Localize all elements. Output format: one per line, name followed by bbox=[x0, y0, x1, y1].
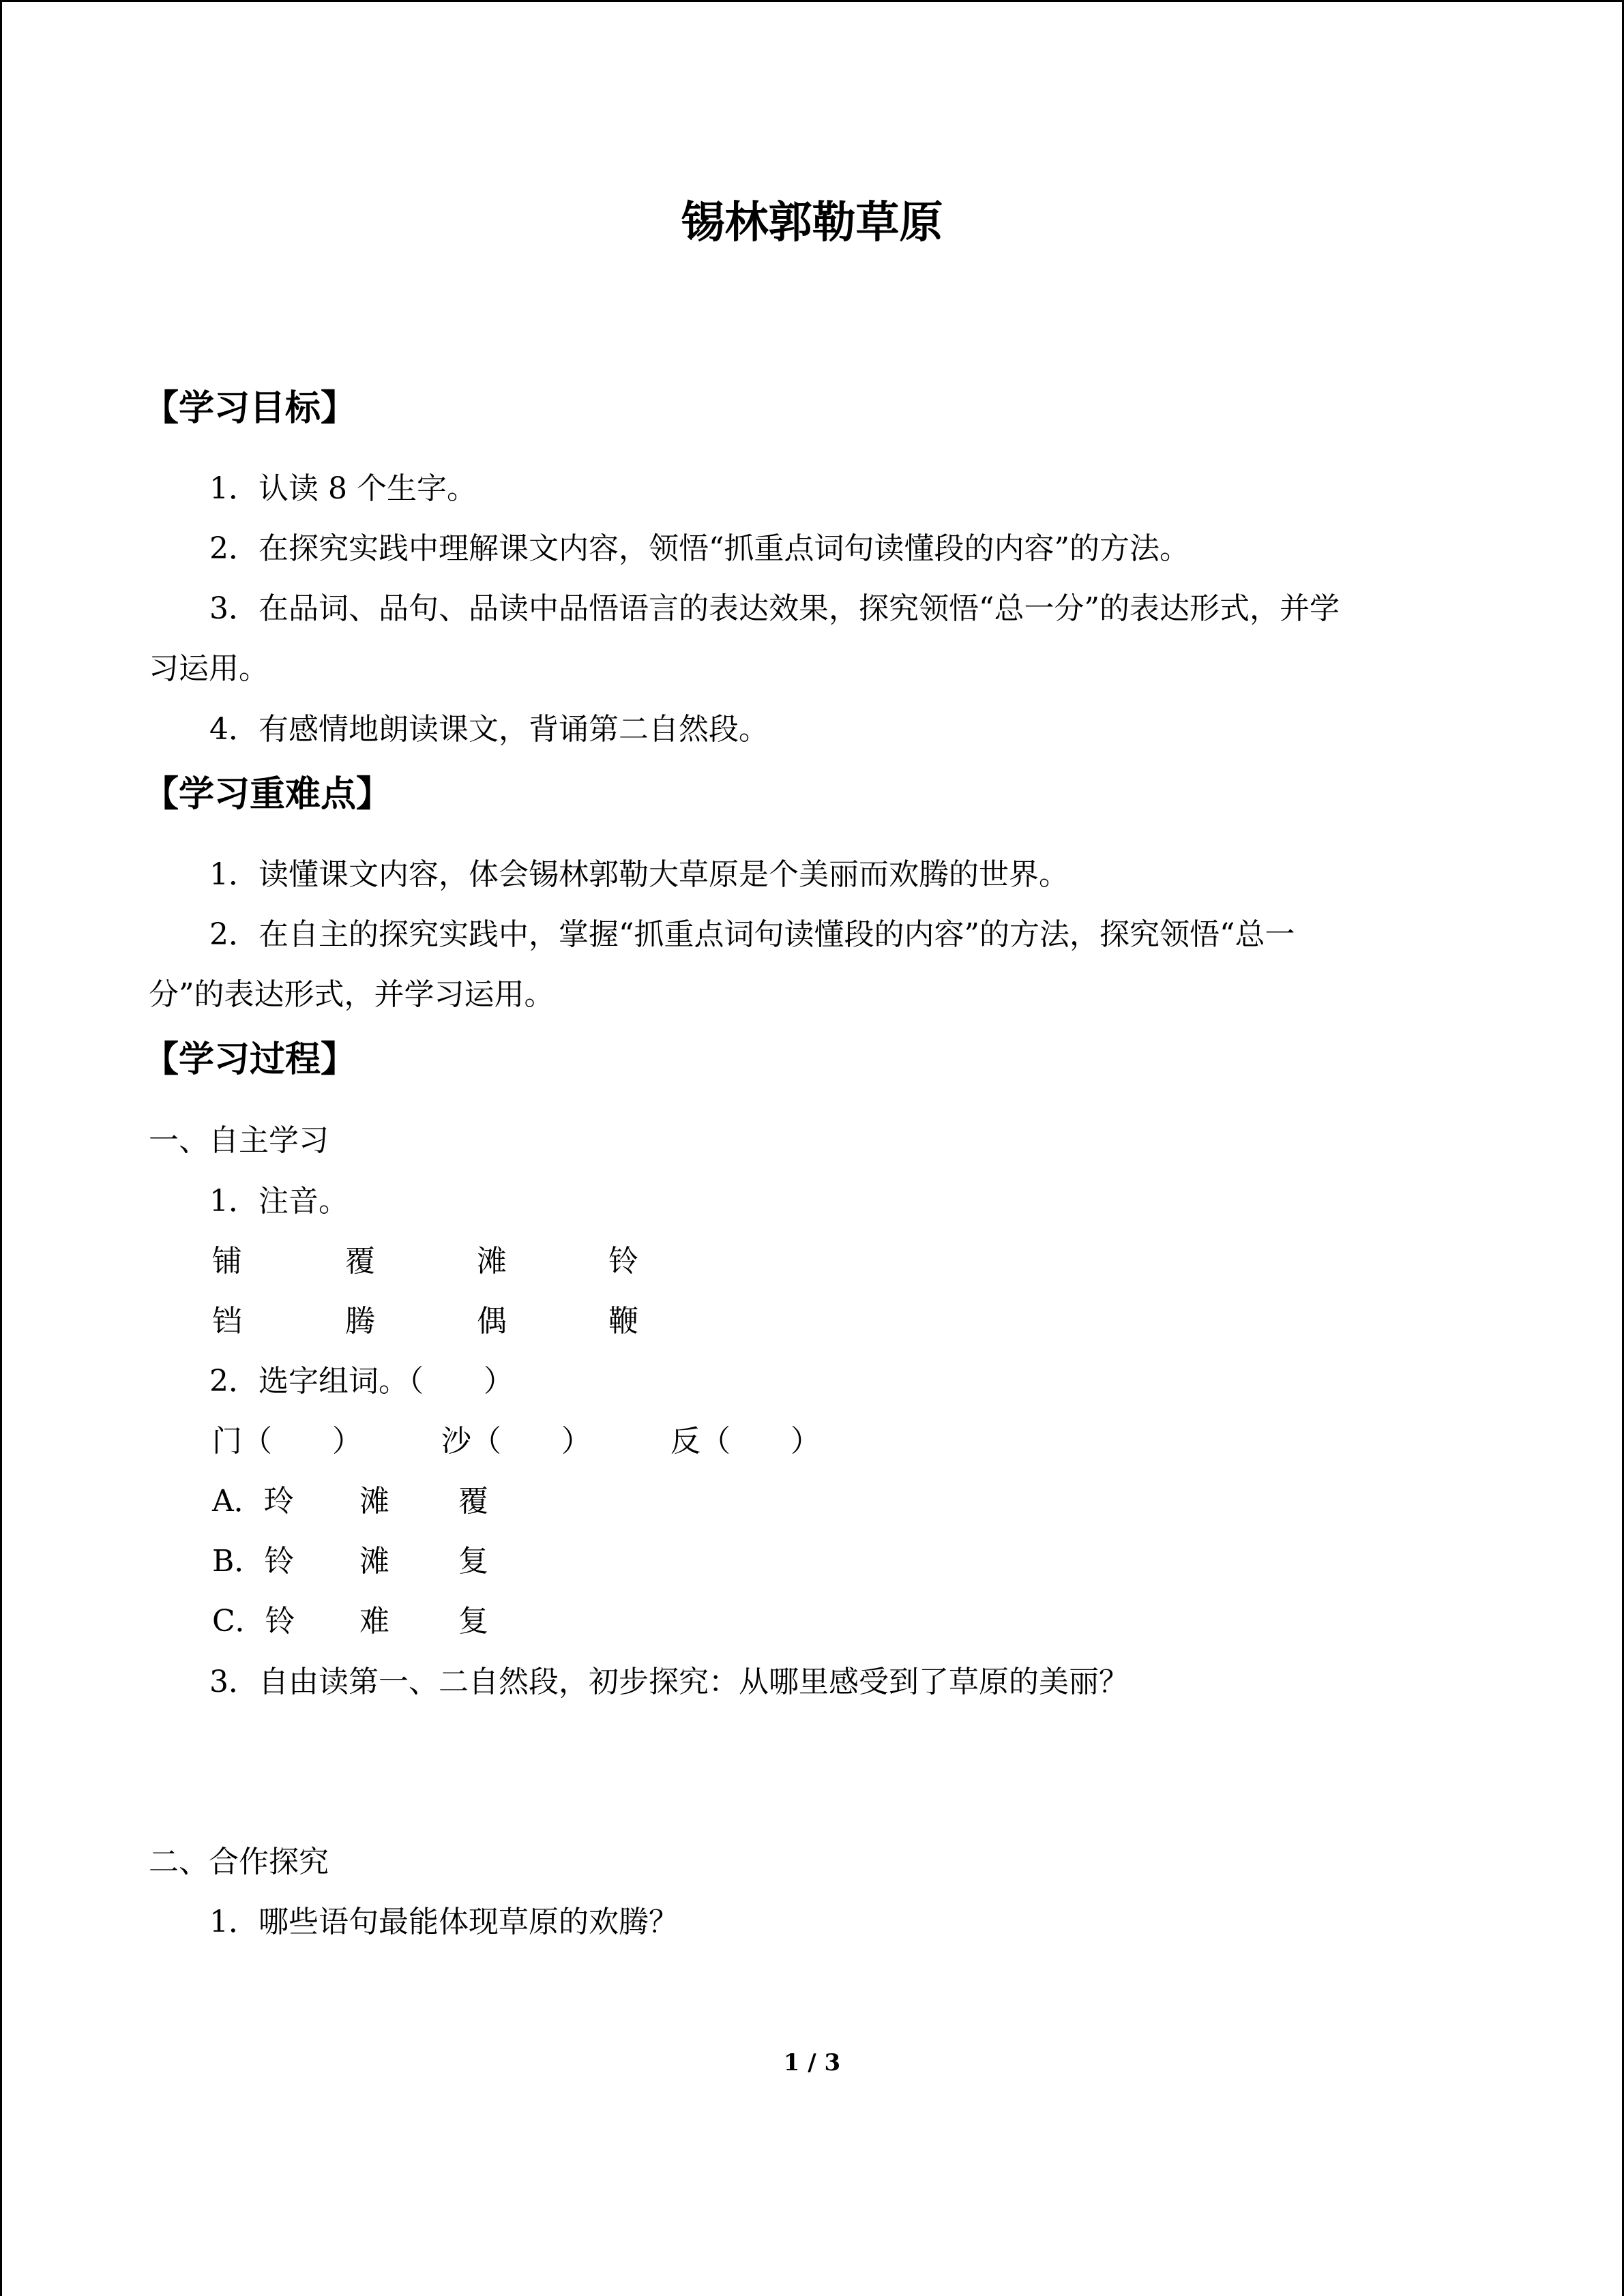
question-3: 3．自由读第一、二自然段，初步探究：从哪里感受到了草原的美丽？ bbox=[209, 1665, 1129, 1699]
page-left-border bbox=[0, 0, 2, 2296]
key-point-1: 1．读懂课文内容，体会锡林郭勒大草原是个美丽而欢腾的世界。 bbox=[209, 857, 1069, 892]
question-4: 1．哪些语句最能体现草原的欢腾？ bbox=[209, 1905, 679, 1939]
word-blank: 反（ ） bbox=[670, 1424, 821, 1459]
option-b-char-3: 复 bbox=[458, 1544, 488, 1579]
pinyin-char: 滩 bbox=[477, 1244, 507, 1279]
part2-title: 二、合作探究 bbox=[149, 1845, 329, 1879]
pinyin-char: 鞭 bbox=[608, 1304, 638, 1339]
heading-key-points: 【学习重难点】 bbox=[143, 774, 392, 815]
word-blank: 沙（ ） bbox=[441, 1424, 591, 1459]
pinyin-char: 偶 bbox=[477, 1304, 507, 1339]
option-a-char-2: 滩 bbox=[359, 1484, 389, 1519]
key-point-2-continued: 分”的表达形式，并学习运用。 bbox=[149, 977, 555, 1012]
pinyin-char: 铃 bbox=[608, 1244, 638, 1279]
heading-learning-goals: 【学习目标】 bbox=[143, 388, 357, 429]
goal-item-2: 2．在探究实践中理解课文内容，领悟“抓重点词句读懂段的内容”的方法。 bbox=[209, 531, 1190, 566]
key-point-2: 2．在自主的探究实践中，掌握“抓重点词句读懂段的内容”的方法，探究领悟“总一 bbox=[209, 917, 1295, 952]
option-b-char-1: B．铃 bbox=[212, 1544, 295, 1579]
question-2: 2．选字组词。（ ） bbox=[209, 1364, 514, 1399]
goal-item-4: 4．有感情地朗读课文，背诵第二自然段。 bbox=[209, 712, 769, 747]
option-a-char-3: 覆 bbox=[458, 1484, 488, 1519]
part1-title: 一、自主学习 bbox=[149, 1123, 329, 1158]
option-b-char-2: 滩 bbox=[359, 1544, 389, 1579]
pinyin-char: 铛 bbox=[212, 1304, 242, 1339]
goal-item-3-continued: 习运用。 bbox=[149, 651, 269, 686]
pinyin-char: 铺 bbox=[212, 1244, 242, 1279]
goal-item-3: 3．在品词、品句、品读中品悟语言的表达效果，探究领悟“总一分”的表达形式，并学 bbox=[209, 591, 1340, 626]
page-number: 1 / 3 bbox=[783, 2049, 841, 2076]
option-c-char-2: 难 bbox=[359, 1604, 389, 1639]
word-blank: 门（ ） bbox=[212, 1424, 362, 1459]
question-1: 1．注音。 bbox=[209, 1184, 349, 1219]
option-c-char-3: 复 bbox=[458, 1604, 488, 1639]
pinyin-char: 腾 bbox=[345, 1304, 375, 1339]
option-a-char-1: A．玲 bbox=[212, 1484, 294, 1519]
goal-item-1: 1．认读 8 个生字。 bbox=[209, 471, 477, 506]
document-title: 锡林郭勒草原 bbox=[681, 198, 943, 248]
heading-learning-process: 【学习过程】 bbox=[143, 1039, 357, 1080]
page-top-border bbox=[0, 0, 1624, 2]
pinyin-char: 覆 bbox=[345, 1244, 375, 1279]
option-c-char-1: C．铃 bbox=[212, 1604, 295, 1639]
